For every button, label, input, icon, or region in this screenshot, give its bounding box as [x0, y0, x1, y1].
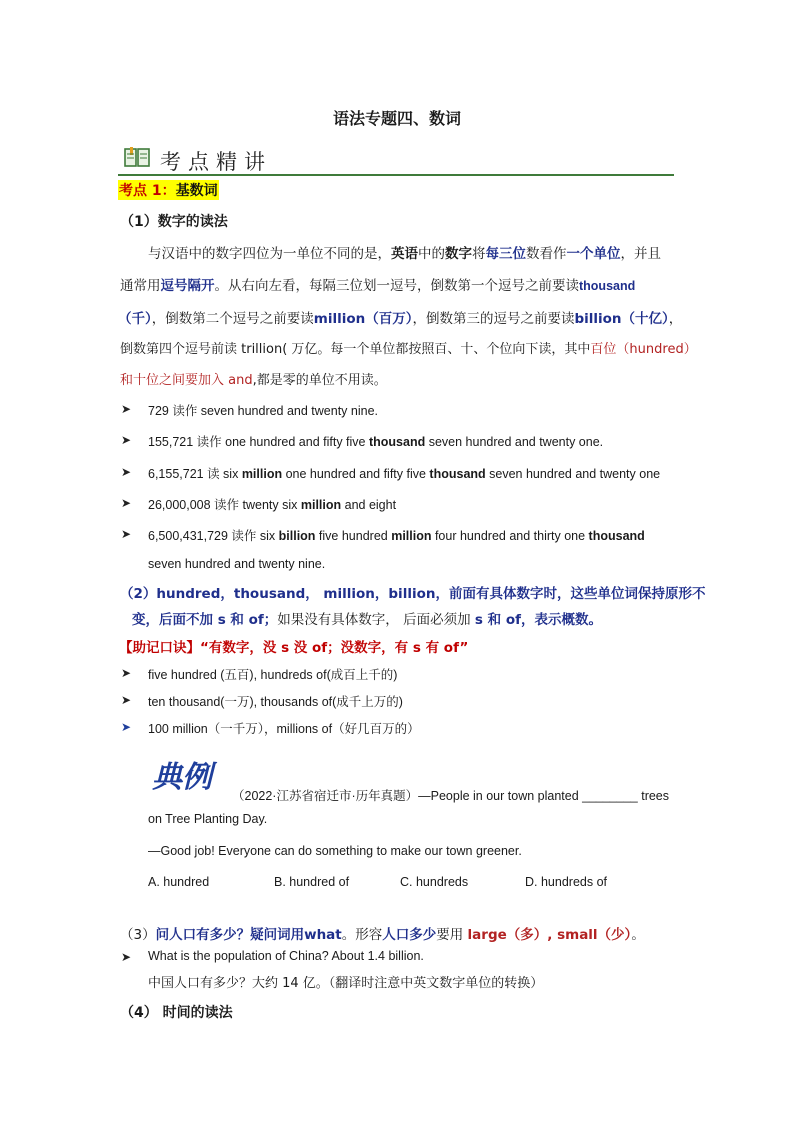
exercise-question-line-1: （2022·江苏省宿迁市·历年真题）—People in our town planted ________ trees [232, 789, 670, 803]
section-header: 考点精讲 [160, 150, 272, 174]
arrow-bullet-icon: ➤ [121, 402, 132, 416]
population-example: What is the population of China? About 1.4 billion. [148, 949, 424, 963]
arrow-bullet-icon: ➤ [121, 666, 132, 680]
para-line-1: 与汉语中的数字四位为一单位不同的是，英语中的数字将每三位数看作一个单位，并且 [148, 246, 661, 262]
subsection-1-heading: （1）数字的读法 [120, 214, 228, 230]
subsection-2-line-2: 变，后面不加 s 和 of；如果没有具体数字， 后面必须加 s 和 of，表示概数。 [132, 612, 602, 628]
para-line-5: 和十位之间要加入 and,都是零的单位不用读。 [120, 373, 387, 388]
example-4: 26,000,008 读作 twenty six million and eight [148, 498, 397, 512]
svg-text:典例: 典例 [152, 760, 212, 793]
exercise-question-line-3: —Good job! Everyone can do something to make our town greener. [148, 844, 522, 858]
option-d[interactable]: D. hundreds of [525, 875, 607, 889]
example-stamp-icon [150, 757, 228, 793]
arrow-bullet-icon: ➤ [121, 527, 132, 541]
example-1: 729 读作 seven hundred and twenty nine. [148, 404, 379, 418]
subsection-4-heading: （4） 时间的读法 [120, 1005, 233, 1021]
option-c[interactable]: C. hundreds [400, 875, 469, 889]
section-divider [118, 174, 674, 176]
point-heading: 考点 1：基数词 [118, 180, 219, 200]
example-5: 6,500,431,729 读作 six billion five hundred million four hundred and thirty one thousand [148, 529, 645, 543]
example-2-1: five hundred (五百), hundreds of(成百上千的) [148, 668, 398, 682]
option-b[interactable]: B. hundred of [274, 875, 350, 889]
subsection-2-line-1: （2）hundred，thousand， million，billion，前面有具体数字时，这些单位词保持原形不 [120, 586, 706, 602]
para-line-4: 倒数第四个逗号前读 trillion( 万亿。每一个单位都按照百、十、个位向下读，其中百位（hundred） [120, 342, 697, 357]
population-note: 中国人口有多少？大约 14 亿。（翻译时注意中英文数字单位的转换） [148, 976, 544, 991]
example-2-3: 100 million（一千万），millions of（好几百万的） [148, 722, 420, 736]
example-3: 6,155,721 读 six million one hundred and fifty five thousand seven hundred and twenty one [148, 467, 661, 481]
para-line-2: 通常用逗号隔开。从右向左看，每隔三位划一逗号，倒数第一个逗号之前要读thousand [120, 278, 636, 294]
mnemonic: 【助记口诀】“有数字，没 s 没 of；没数字，有 s 有 of” [119, 640, 469, 656]
arrow-bullet-icon: ➤ [121, 496, 132, 510]
arrow-bullet-icon: ➤ [121, 693, 132, 707]
book-icon [124, 147, 150, 169]
arrow-bullet-icon: ➤ [121, 465, 132, 479]
page-title: 语法专题四、数词 [332, 109, 461, 128]
para-line-3: （千），倒数第二个逗号之前要读million（百万），倒数第三的逗号之前要读billion（十亿）， [118, 311, 683, 327]
arrow-bullet-icon: ➤ [121, 950, 132, 964]
example-5-continued: seven hundred and twenty nine. [148, 557, 326, 571]
arrow-bullet-icon: ➤ [121, 720, 132, 734]
arrow-bullet-icon: ➤ [121, 433, 132, 447]
option-a[interactable]: A. hundred [148, 875, 210, 889]
example-2: 155,721 读作 one hundred and fifty five thousand seven hundred and twenty one. [148, 435, 604, 449]
subsection-3-heading: （3）问人口有多少？疑问词用what。形容人口多少要用 large（多）, small（少）。 [120, 927, 645, 943]
exercise-question-line-2: on Tree Planting Day. [148, 812, 268, 826]
example-2-2: ten thousand(一万), thousands of(成千上万的) [148, 695, 403, 709]
